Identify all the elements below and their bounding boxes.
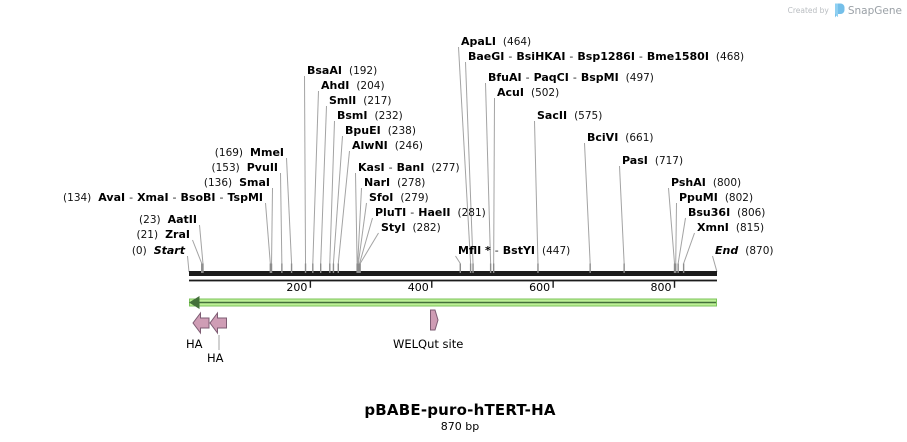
enzyme-name-separator: - [410,206,415,219]
site-position-text: (806) [737,207,766,219]
site-position-text: (575) [574,110,603,122]
enzyme-name-text: SmlI [329,94,357,107]
enzyme-name-text: StyI [381,221,406,234]
site-position-text: (192) [348,65,378,77]
site-label-pvuii[interactable] [212,161,278,175]
watermark-created-by-text: Created by [787,6,829,15]
site-position-text: (136) [203,177,233,189]
enzyme-name-text: TspMI [227,191,263,204]
site-label-baegi[interactable] [468,50,744,64]
site-position-text: (0) [131,245,147,257]
leader-line [188,256,190,272]
enzyme-name-text: ZraI [165,228,190,241]
site-position-text: (468) [715,51,745,63]
enzyme-name-text: BstYI [502,244,536,257]
leader-line [713,256,718,272]
site-label-bcivi[interactable] [587,131,654,145]
site-label-pshai[interactable] [671,176,741,190]
site-label-apali[interactable] [461,35,531,49]
site-label-pluti[interactable] [375,206,486,220]
site-label-sacii[interactable] [537,109,602,123]
site-position-text: (169) [214,147,244,159]
welqut-site-marker[interactable] [431,310,439,330]
site-position-text: (278) [397,177,426,189]
enzyme-name-text: Bme1580I [646,50,709,63]
enzyme-name-text: AatII [167,213,197,226]
site-label-bfuai[interactable] [488,71,654,85]
ruler-tick [674,281,675,288]
enzyme-name-text: NarI [364,176,391,189]
enzyme-name-text: PshAI [671,176,706,189]
ruler-tick [310,281,311,288]
enzyme-name-separator: - [569,50,574,63]
enzyme-name-text: ApaLI [461,35,496,48]
site-label-bpuei[interactable] [345,124,416,138]
site-position-text: (277) [431,162,460,174]
enzyme-name-text: AvaI [98,191,126,204]
site-position-text: (497) [625,72,654,84]
enzyme-name-text: MmeI [250,146,284,159]
leader-line [585,143,591,264]
ha-tag-label-2[interactable]: HA [207,351,224,365]
enzyme-name-separator: - [508,50,513,63]
enzyme-name-text: BciVI [587,131,619,144]
site-position-text: (232) [374,110,403,122]
ruler-number: 200 [286,281,308,294]
site-label-bsaai[interactable] [307,64,377,78]
ruler-ticks-group [310,281,676,288]
enzyme-name-text: Bsu36I [688,206,731,219]
site-label-smli[interactable] [329,94,391,108]
site-position-text: (238) [387,125,416,137]
enzyme-name-text: BfuAI [488,71,522,84]
site-label-end[interactable] [715,244,773,258]
site-position-text: (870) [745,245,774,257]
enzyme-name-text: HaeII [418,206,451,219]
site-label-start[interactable] [132,244,185,258]
site-label-aatii[interactable] [139,213,197,227]
site-position-text: (661) [625,132,654,144]
enzyme-name-text: BpuEI [345,124,381,137]
leader-line [193,240,202,264]
site-position-text: (282) [412,222,441,234]
ruler-number: 400 [407,281,429,294]
enzyme-name-separator: - [172,191,177,204]
site-position-text: (23) [139,214,161,226]
site-position-text: (204) [356,80,385,92]
enzyme-name-text: End [715,244,739,257]
leader-line [535,121,538,264]
enzyme-name-text: AlwNI [352,139,388,152]
plasmid-title: pBABE-puro-hTERT-HA [364,401,556,419]
leader-line [330,121,335,264]
site-label-styi[interactable] [381,221,441,235]
watermark-brand-text: SnapGene [847,4,902,17]
leader-line [620,166,625,264]
sequence-bar[interactable] [189,271,717,276]
site-position-text: (502) [530,87,560,99]
leader-line [678,218,685,264]
ha-tag-arrow-2[interactable] [210,313,227,333]
site-label-nari[interactable] [364,176,425,190]
enzyme-name-separator: - [638,50,643,63]
site-position-text: (153) [211,162,240,174]
site-label-acui[interactable] [497,86,559,100]
plasmid-length: 870 bp [440,420,480,433]
ha-tag-arrow-1[interactable] [193,313,209,333]
site-position-text: (217) [363,95,392,107]
enzyme-name-separator: - [388,161,393,174]
enzyme-name-text: PvuII [246,161,278,174]
enzyme-name-text: SacII [537,109,568,122]
site-position-text: (281) [457,207,486,219]
site-position-text: (800) [712,177,742,189]
site-label-alwni[interactable] [352,139,423,153]
enzyme-name-text: SmaI [239,176,270,189]
enzyme-name-text: AcuI [497,86,524,99]
enzyme-name-separator: - [494,244,499,257]
enzyme-name-separator: - [129,191,134,204]
enzyme-name-separator: - [219,191,224,204]
leader-line [356,173,358,264]
site-position-text: (717) [654,155,684,167]
ruler-line [189,280,717,282]
site-label-ahdi[interactable] [321,79,385,93]
ruler-number: 800 [650,281,672,294]
welqut-site-label[interactable]: WELQut site [393,337,464,351]
site-label-mfli[interactable] [458,244,570,258]
site-label-zrai[interactable] [137,228,190,242]
site-position-text: (447) [542,245,571,257]
enzyme-name-text: KasI [358,161,385,174]
site-label-kasi[interactable] [358,161,460,175]
site-label-sfoi[interactable] [369,191,429,205]
site-position-text: (464) [502,36,532,48]
enzyme-name-text: BaeGI [468,50,505,63]
enzyme-name-text: BsiHKAI [516,50,566,63]
enzyme-name-separator: - [572,71,577,84]
site-position-text: (21) [136,229,159,241]
enzyme-name-text: Bsp1286I [577,50,635,63]
ruler-tick [552,281,553,288]
leader-line [684,233,695,264]
full-length-feature-arrow[interactable] [189,296,717,309]
leader-line [360,233,378,264]
enzyme-name-text: BsmI [337,109,368,122]
enzyme-name-text: XmaI [137,191,169,204]
ruler-tick [431,281,432,288]
site-label-bsu36i[interactable] [688,206,765,220]
leader-line [321,106,327,264]
enzyme-name-text: PasI [622,154,648,167]
leader-line [266,203,271,264]
site-position-text: (134) [63,192,92,204]
leader-line [287,158,292,264]
site-label-avai[interactable] [63,191,263,205]
enzyme-name-text: Start [153,244,185,257]
enzyme-name-text: AhdI [321,79,350,92]
site-position-text: (246) [394,140,423,152]
enzyme-name-text: PpuMI [679,191,718,204]
site-label-smai[interactable] [204,176,270,190]
enzyme-name-text: BanI [396,161,425,174]
site-position-text: (279) [400,192,429,204]
site-label-pasi[interactable] [622,154,683,168]
enzyme-name-text: BsaAI [307,64,342,77]
enzyme-name-text: PaqCI [533,71,569,84]
leader-line [669,188,675,264]
site-label-ppumi[interactable] [679,191,753,205]
leader-line [200,225,203,264]
enzyme-name-text: PluTI [375,206,407,219]
leader-line [494,98,495,264]
site-position-text: (802) [724,192,754,204]
leader-line [486,83,491,264]
leader-line [281,173,282,264]
site-position-text: (815) [735,222,765,234]
leader-line [272,188,273,264]
enzyme-name-text: BspMI [580,71,619,84]
site-label-mmei[interactable] [215,146,284,160]
leader-line [676,203,677,264]
ha-tag-label-1[interactable]: HA [186,337,203,351]
enzyme-name-separator: - [525,71,530,84]
site-label-xmni[interactable] [697,221,764,235]
ruler-number: 600 [529,281,551,294]
enzyme-name-text: XmnI [697,221,729,234]
enzyme-name-text: BsoBI [180,191,216,204]
leader-line [305,76,306,264]
enzyme-name-text: SfoI [369,191,394,204]
leader-line [313,91,319,264]
leader-line [333,136,342,264]
enzyme-name-text: MflI * [458,244,491,257]
site-label-bsmi[interactable] [337,109,403,123]
